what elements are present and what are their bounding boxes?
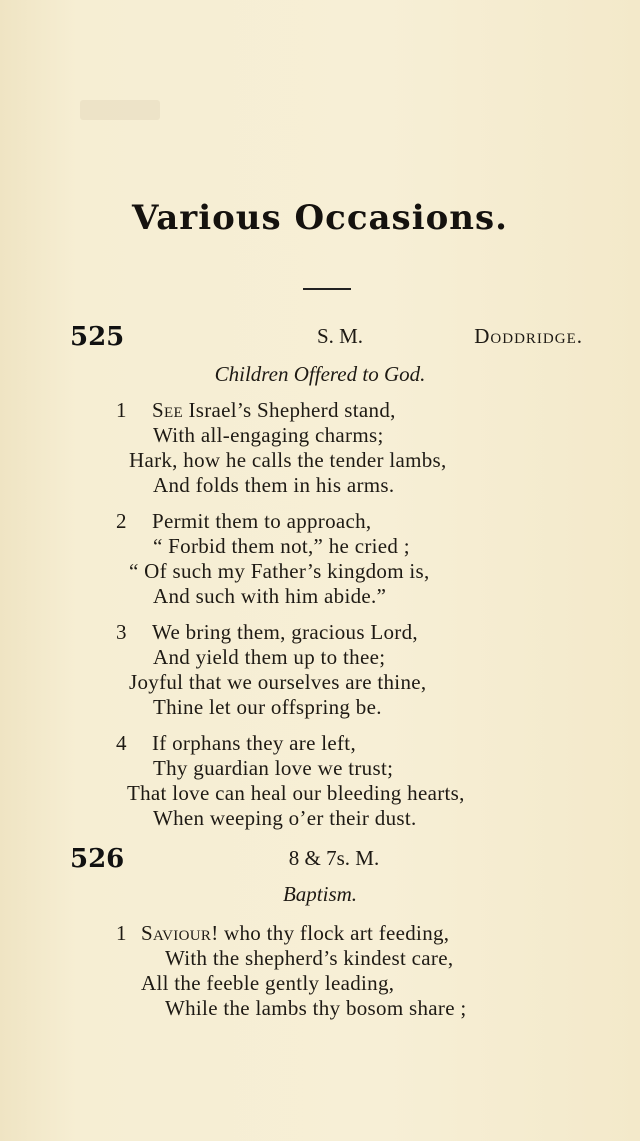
- hymn-526-header: [0, 844, 640, 876]
- verse-line: If orphans they are left,: [152, 731, 356, 755]
- verse-line: “ Forbid them not,” he cried ;: [153, 534, 410, 558]
- verse-line: We bring them, gracious Lord,: [152, 620, 418, 644]
- verse-line: And yield them up to thee;: [153, 645, 386, 669]
- hymn-meter: S. M.: [316, 324, 364, 348]
- hymn-subject: Baptism.: [282, 882, 358, 906]
- stanza-number: 4: [116, 731, 127, 755]
- hymn-525-header: [0, 322, 640, 354]
- verse-line: “ Of such my Father’s kingdom is,: [129, 559, 430, 583]
- verse-line: And folds them in his arms.: [153, 473, 395, 497]
- verse-line: Joyful that we ourselves are thine,: [129, 670, 427, 694]
- verse-line: Thine let our offspring be.: [153, 695, 382, 719]
- verse-line: See Israel’s Shepherd stand,: [152, 398, 396, 422]
- stanza-number: 1: [116, 921, 127, 945]
- hymn-number: 526: [70, 844, 125, 874]
- verse-line: All the feeble gently leading,: [141, 971, 395, 995]
- verse-line: With all-engaging charms;: [153, 423, 384, 447]
- hymn-author: Doddridge.: [474, 324, 583, 348]
- stanza-number: 1: [116, 398, 127, 422]
- verse-line: Thy guardian love we trust;: [153, 756, 394, 780]
- stanza-number: 3: [116, 620, 127, 644]
- verse-line: While the lambs thy bosom share ;: [165, 996, 467, 1020]
- hymn-number: 525: [70, 322, 125, 352]
- stanza-number: 2: [116, 509, 127, 533]
- bleed-through-mark: [80, 100, 160, 120]
- verse-line: That love can heal our bleeding hearts,: [127, 781, 465, 805]
- hymn-meter: 8 & 7s. M.: [288, 846, 380, 870]
- section-title: Various Occasions.: [132, 198, 508, 238]
- verse-line: And such with him abide.”: [153, 584, 387, 608]
- verse-line: Saviour! who thy flock art feeding,: [141, 921, 450, 945]
- title-rule: [303, 288, 351, 290]
- verse-line: When weeping o’er their dust.: [153, 806, 417, 830]
- verse-line: Permit them to approach,: [152, 509, 372, 533]
- verse-line: With the shepherd’s kindest care,: [165, 946, 454, 970]
- verse-line: Hark, how he calls the tender lambs,: [129, 448, 447, 472]
- hymn-subject: Children Offered to God.: [214, 362, 426, 386]
